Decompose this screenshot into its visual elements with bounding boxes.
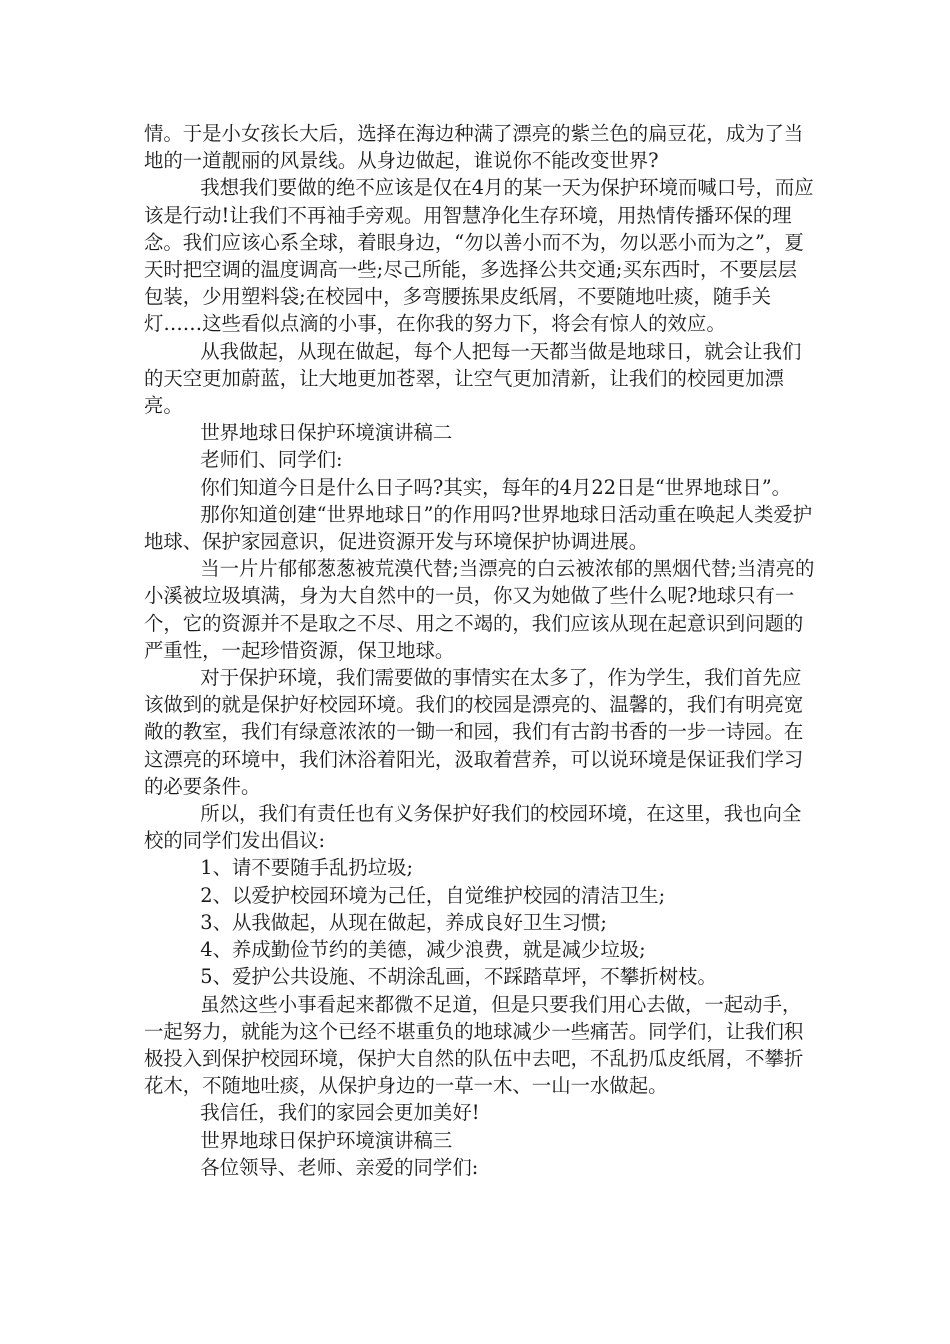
paragraph: 情。于是小女孩长大后，选择在海边种满了漂亮的紫兰色的扁豆花，成为了当地的一道靓丽的风景线。从身边做起，谁说你不能改变世界?: [144, 122, 804, 173]
paragraph: 对于保护环境，我们需要做的事情实在太多了，作为学生，我们首先应该做到的就是保护好校园环境。我们的校园是漂亮的、温馨的，我们有明亮宽敞的教室，我们有绿意浓浓的一锄一和园，我们有古韵书香的一步一诗园。在这漂亮的环境中，我们沐浴着阳光，汲取着营养，可以说环境是保证我们学习的必要条件。: [144, 666, 804, 798]
salutation: 老师们、同学们:: [200, 448, 343, 472]
section-heading: 世界地球日保护环境演讲稿二: [200, 421, 453, 445]
paragraph: 你们知道今日是什么日子吗?其实，每年的4月22日是“世界地球日”。: [200, 475, 792, 499]
list-item: 4、养成勤俭节约的美德，减少浪费，就是减少垃圾;: [200, 938, 646, 962]
list-item: 2、以爱护校园环境为己任，自觉维护校园的清洁卫生;: [200, 883, 666, 907]
paragraph: 那你知道创建“世界地球日”的作用吗?世界地球日活动重在唤起人类爱护地球、保护家园意识，促进资源开发与环境保护协调进展。: [144, 502, 813, 554]
paragraph: 当一片片郁郁葱葱被荒漠代替;当漂亮的白云被浓郁的黑烟代替;当清亮的小溪被垃圾填满，身为大自然中的一员，你又为她做了些什么呢?地球只有一个，它的资源并不是取之不尽、用之不竭的，我们应该从现在起意识到问题的严重性，一起珍惜资源，保卫地球。: [144, 557, 815, 662]
list-item: 1、请不要随手乱扔垃圾;: [200, 856, 414, 880]
paragraph: 从我做起，从现在做起，每个人把每一天都当做是地球日，就会让我们的天空更加蔚蓝，让大地更加苍翠，让空气更加清新，让我们的校园更加漂亮。: [144, 339, 802, 418]
list-item: 5、爱护公共设施、不胡涂乱画，不踩踏草坪，不攀折树枝。: [200, 965, 717, 989]
salutation: 各位领导、老师、亲爱的同学们:: [200, 1155, 479, 1179]
document-body: [144, 120, 816, 1181]
paragraph: 虽然这些小事看起来都微不足道，但是只要我们用心去做，一起动手，一起努力，就能为这个已经不堪重负的地球减少一些痛苦。同学们，让我们积极投入到保护校园环境，保护大自然的队伍中去吧，不乱扔瓜皮纸屑，不攀折花木，不随地吐痰，从保护身边的一草一木、一山一水做起。: [144, 992, 804, 1098]
paragraph: 所以，我们有责任也有义务保护好我们的校园环境，在这里，我也向全校的同学们发出倡议:: [144, 802, 802, 853]
list-item: 3、从我做起，从现在做起，养成良好卫生习惯;: [200, 910, 607, 934]
paragraph: 我想我们要做的绝不应该是仅在4月的某一天为保护环境而喊口号，而应该是行动!让我们不再袖手旁观。用智慧净化生存环境，用热情传播环保的理念。我们应该心系全球，着眼身边，“勿以善小而不为，勿以恶小而为之”，夏天时把空调的温度调高一些;尽己所能，多选择公共交通;买东西时，不要层层包装，少用塑料袋;在校园中，多弯腰拣果皮纸屑，不要随地吐痰，随手关灯……这些看似点滴的小事，在你我的努力下，将会有惊人的效应。: [144, 176, 814, 336]
section-heading: 世界地球日保护环境演讲稿三: [200, 1128, 453, 1152]
paragraph: 我信任，我们的家园会更加美好!: [200, 1101, 480, 1125]
